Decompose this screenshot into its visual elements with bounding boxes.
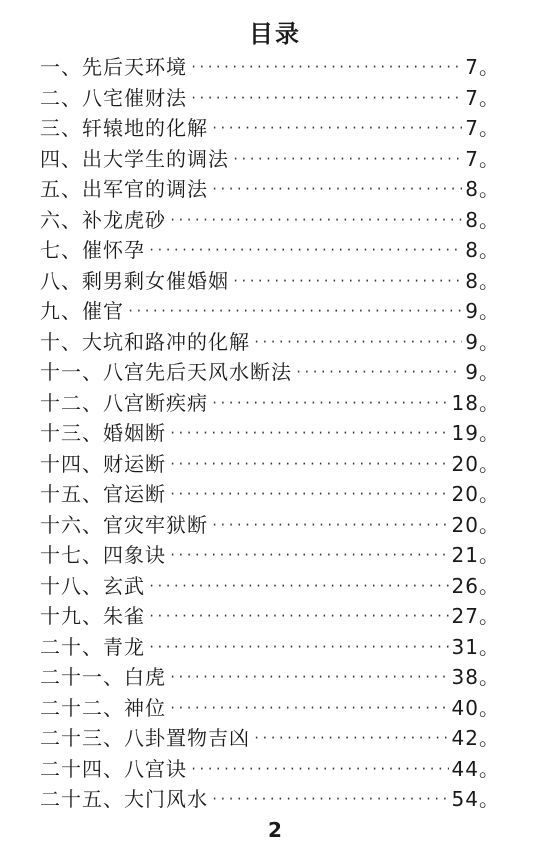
toc-entry (40, 571, 500, 602)
dot-leader (169, 700, 449, 716)
dot-leader (253, 334, 462, 350)
toc-entry-page: 8。 (465, 177, 500, 201)
dot-leader (127, 303, 462, 319)
toc-entry-page: 8。 (465, 268, 500, 293)
toc-entry-number: 十三、 (40, 421, 103, 445)
toc-entry (40, 632, 500, 663)
toc-entry-page: 9。 (465, 360, 500, 384)
toc-entry-page: 31。 (451, 634, 500, 659)
toc-entry-number: 八、 (40, 268, 82, 293)
toc-entry (40, 327, 500, 358)
dot-leader (169, 212, 462, 228)
toc-title: 目录 (249, 20, 301, 48)
toc-entry-number: 二十三、 (40, 726, 124, 750)
toc-entry-title: 神位 (124, 695, 166, 720)
toc-entry-page: 7。 (465, 85, 500, 110)
toc-entry-title: 青龙 (103, 634, 145, 659)
toc-entry (40, 388, 500, 419)
dot-leader (253, 730, 449, 746)
toc-entry-page: 27。 (451, 604, 500, 628)
toc-entry-title: 朱雀 (103, 604, 145, 628)
toc-entry-title: 大坑和路冲的化解 (82, 329, 250, 354)
toc-entry (40, 540, 500, 571)
toc-entry (40, 174, 500, 205)
toc-entry (40, 784, 500, 815)
toc-entry-title: 八宅催财法 (82, 85, 187, 110)
toc-entry (40, 266, 500, 297)
dot-leader (211, 791, 449, 807)
dot-leader (190, 90, 462, 106)
toc-entry (40, 205, 500, 236)
toc-entry-number: 一、 (40, 55, 82, 79)
toc-entry-title: 官运断 (103, 482, 166, 506)
toc-entry-number: 十八、 (40, 573, 103, 598)
dot-leader (190, 59, 462, 75)
toc-entry-page: 54。 (451, 787, 500, 811)
toc-entry (40, 449, 500, 480)
toc-entry-page: 40。 (451, 695, 500, 720)
toc-entry-title: 先后天环境 (82, 55, 187, 79)
toc-entry-number: 十二、 (40, 390, 103, 415)
toc-entry (40, 235, 500, 266)
toc-entry-number: 十一、 (40, 360, 103, 384)
table-of-contents (40, 52, 500, 815)
toc-entry-title: 催官 (82, 299, 124, 323)
toc-entry-number: 二、 (40, 85, 82, 110)
toc-entry (40, 144, 500, 175)
toc-entry (40, 296, 500, 327)
toc-entry-page: 9。 (465, 329, 500, 354)
toc-entry (40, 479, 500, 510)
toc-entry-page: 8。 (465, 207, 500, 232)
toc-entry-number: 十四、 (40, 451, 103, 476)
toc-entry-page: 7。 (465, 55, 500, 79)
toc-entry-page: 20。 (451, 482, 500, 506)
toc-entry-number: 二十五、 (40, 787, 124, 811)
toc-entry-title: 八宫诀 (124, 756, 187, 781)
dot-leader (169, 486, 449, 502)
dot-leader (169, 669, 449, 685)
toc-entry-title: 补龙虎砂 (82, 207, 166, 232)
toc-entry-title: 财运断 (103, 451, 166, 476)
dot-leader (232, 273, 462, 289)
toc-entry-title: 四象诀 (103, 543, 166, 567)
toc-entry-page: 20。 (451, 451, 500, 476)
toc-entry-number: 二十四、 (40, 756, 124, 781)
toc-entry-page: 9。 (465, 299, 500, 323)
toc-entry-title: 轩辕地的化解 (82, 116, 208, 140)
toc-entry-number: 五、 (40, 177, 82, 201)
toc-entry (40, 723, 500, 754)
dot-leader (148, 578, 449, 594)
toc-entry-title: 官灾牢狱断 (103, 512, 208, 537)
toc-entry-title: 婚姻断 (103, 421, 166, 445)
page-number: 2 (268, 818, 282, 842)
toc-entry-title: 大门风水 (124, 787, 208, 811)
toc-entry-page: 7。 (465, 116, 500, 140)
dot-leader (148, 639, 449, 655)
toc-entry-page: 18。 (451, 390, 500, 415)
toc-entry-title: 玄武 (103, 573, 145, 598)
toc-entry-number: 二十、 (40, 634, 103, 659)
toc-entry-page: 21。 (451, 543, 500, 567)
toc-entry-number: 十五、 (40, 482, 103, 506)
toc-entry-page: 20。 (451, 512, 500, 537)
dot-leader (190, 761, 449, 777)
dot-leader (169, 425, 449, 441)
toc-entry-page: 38。 (451, 665, 500, 689)
toc-entry-page: 8。 (465, 238, 500, 262)
toc-entry-page: 19。 (451, 421, 500, 445)
dot-leader (295, 364, 462, 380)
toc-entry-title: 八宫先后天风水断法 (103, 360, 292, 384)
toc-entry-number: 二十二、 (40, 695, 124, 720)
toc-entry (40, 662, 500, 693)
dot-leader (211, 517, 449, 533)
toc-entry-title: 出大学生的调法 (82, 146, 229, 171)
toc-entry (40, 357, 500, 388)
dot-leader (211, 120, 462, 136)
toc-entry-title: 八宫断疾病 (103, 390, 208, 415)
toc-entry-title: 出军官的调法 (82, 177, 208, 201)
toc-entry-page: 7。 (465, 146, 500, 171)
dot-leader (169, 456, 449, 472)
toc-entry-title: 剩男剩女催婚姻 (82, 268, 229, 293)
toc-entry-number: 十七、 (40, 543, 103, 567)
toc-entry (40, 693, 500, 724)
toc-entry-title: 白虎 (124, 665, 166, 689)
toc-entry-number: 九、 (40, 299, 82, 323)
toc-entry-number: 二十一、 (40, 665, 124, 689)
toc-entry (40, 601, 500, 632)
toc-entry (40, 510, 500, 541)
toc-entry-number: 三、 (40, 116, 82, 140)
toc-entry (40, 754, 500, 785)
toc-entry-page: 26。 (451, 573, 500, 598)
toc-entry-number: 十六、 (40, 512, 103, 537)
toc-entry-number: 四、 (40, 146, 82, 171)
toc-entry (40, 52, 500, 83)
toc-entry-title: 催怀孕 (82, 238, 145, 262)
toc-entry-number: 六、 (40, 207, 82, 232)
toc-entry-page: 44。 (451, 756, 500, 781)
toc-entry (40, 83, 500, 114)
toc-entry (40, 418, 500, 449)
dot-leader (169, 547, 449, 563)
dot-leader (148, 608, 449, 624)
dot-leader (211, 395, 449, 411)
toc-entry-page: 42。 (451, 726, 500, 750)
toc-entry-title: 八卦置物吉凶 (124, 726, 250, 750)
toc-entry (40, 113, 500, 144)
dot-leader (211, 181, 462, 197)
toc-entry-number: 七、 (40, 238, 82, 262)
dot-leader (232, 151, 462, 167)
dot-leader (148, 242, 462, 258)
toc-entry-number: 十九、 (40, 604, 103, 628)
toc-entry-number: 十、 (40, 329, 82, 354)
